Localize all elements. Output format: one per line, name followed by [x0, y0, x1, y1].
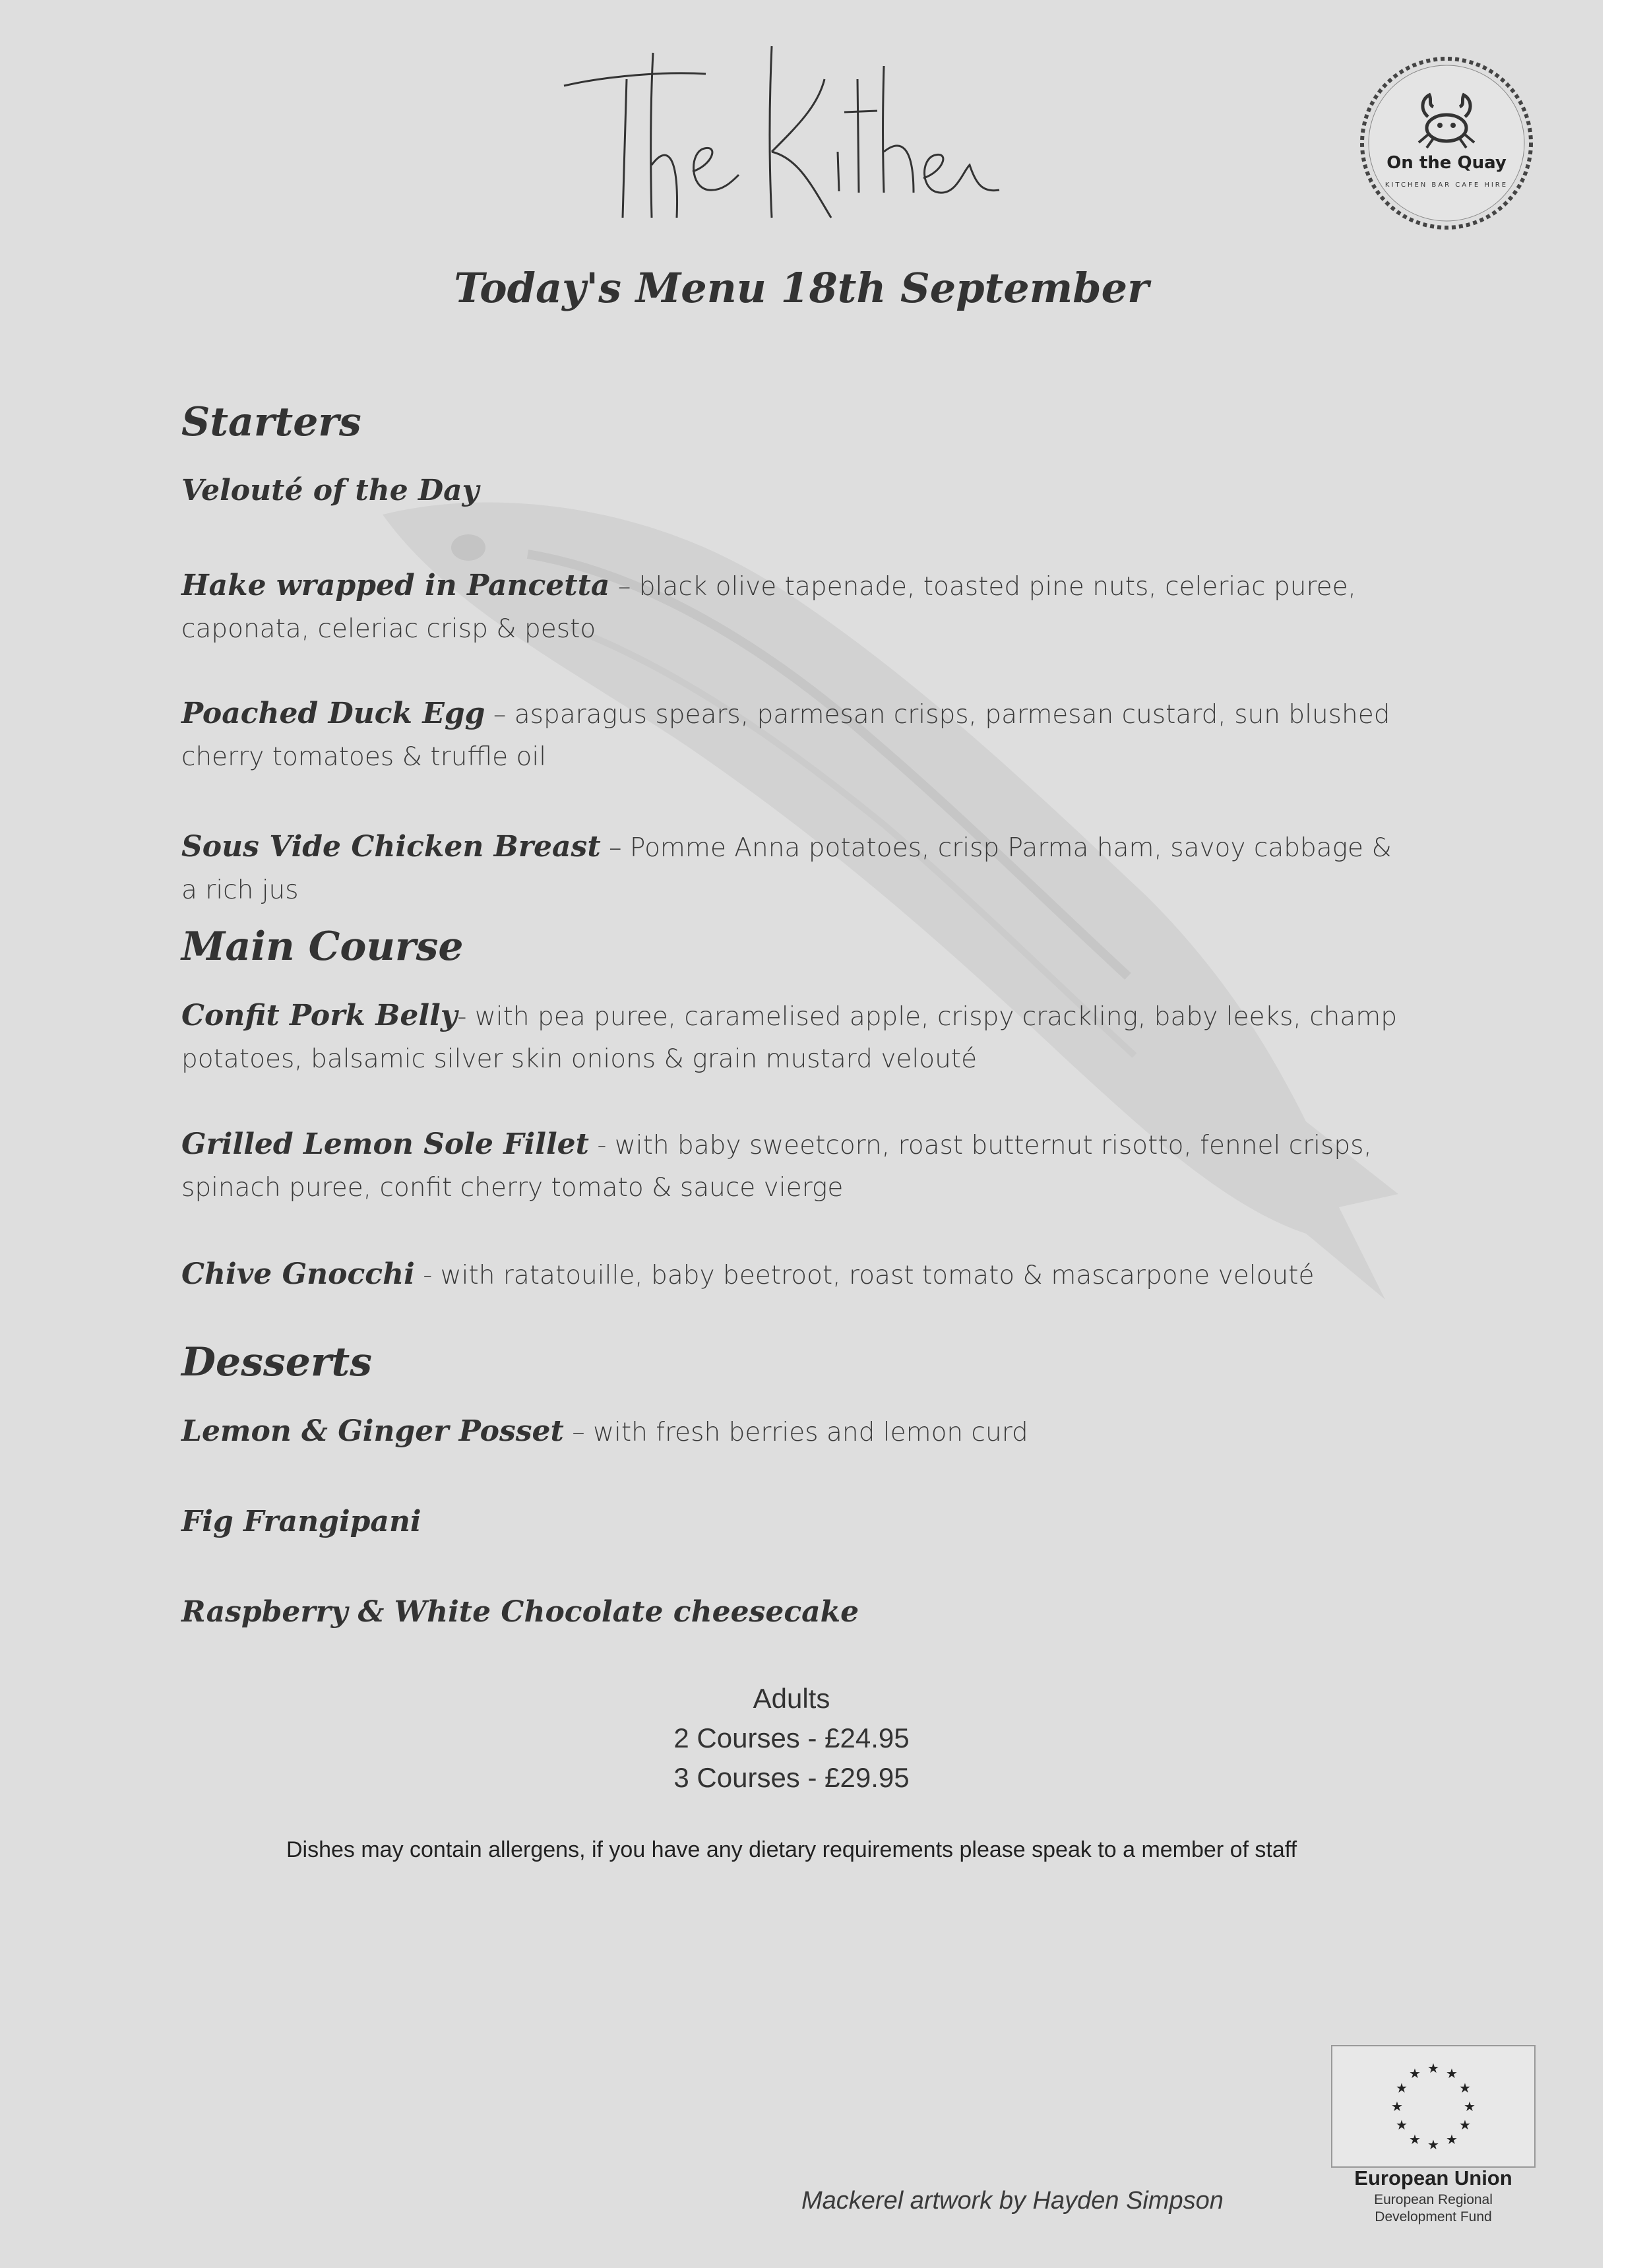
svg-text:★: ★: [1409, 2065, 1421, 2081]
svg-text:★: ★: [1459, 2117, 1471, 2133]
svg-text:★: ★: [1446, 2131, 1458, 2147]
price-three-courses: 3 Courses - £29.95: [673, 1762, 910, 1793]
svg-text:★: ★: [1396, 2117, 1408, 2133]
menu-item-description: - with pea puree, caramelised apple, crispy crackling, baby leeks, champ potatoes, balsamic silver skin onions & grain mustard velouté: [181, 1002, 1398, 1074]
menu-item-name: Lemon & Ginger Posset: [181, 1414, 564, 1448]
menu-item-description: – with fresh berries and lemon curd: [563, 1418, 1028, 1447]
menu-item-description: – black olive tapenade, toasted pine nuts, celeriac puree, caponata, celeriac crisp & pesto: [181, 572, 1357, 644]
menu-item: [181, 1410, 1402, 1454]
menu-date-heading: Today's Menu 18th September: [454, 264, 1149, 312]
artwork-credit: Mackerel artwork by Hayden Simpson: [801, 2187, 1224, 2215]
svg-text:★: ★: [1396, 2080, 1408, 2096]
menu-item-description: - with ratatouille, baby beetroot, roast tomato & mascarpone velouté: [414, 1261, 1315, 1290]
menu-item: [181, 1123, 1402, 1209]
menu-item: [181, 995, 1402, 1081]
eu-subtitle: [1318, 2191, 1549, 2226]
menu-item-description: – asparagus spears, parmesan crisps, parmesan custard, sun blushed cherry tomatoes & truffle oil: [181, 700, 1390, 772]
svg-text:★: ★: [1427, 2060, 1439, 2076]
the-kitchen-title: [554, 40, 1003, 231]
menu-item-name: Grilled Lemon Sole Fillet: [181, 1127, 589, 1161]
svg-text:★: ★: [1409, 2131, 1421, 2147]
eu-subtitle-line1: European Regional: [1374, 2192, 1493, 2207]
svg-text:★: ★: [1446, 2065, 1458, 2081]
eu-subtitle-line2: Development Fund: [1375, 2209, 1492, 2224]
menu-item-name: Hake wrapped in Pancetta: [181, 569, 610, 602]
menu-item-name: Sous Vide Chicken Breast: [181, 830, 601, 864]
main-course-heading: Main Course: [181, 924, 464, 970]
menu-item: [181, 1253, 1402, 1297]
logo-subtitle: KITCHEN BAR CAFE HIRE: [1385, 181, 1509, 189]
menu-item: [181, 565, 1402, 650]
starters-heading: Starters: [181, 399, 361, 445]
menu-item-name: Fig Frangipani: [181, 1505, 421, 1538]
allergen-note: Dishes may contain allergens, if you have any dietary requirements please speak to a member of staff: [286, 1837, 1297, 1862]
price-heading: Adults: [753, 1683, 830, 1714]
menu-item-name: Raspberry & White Chocolate cheesecake: [181, 1595, 859, 1629]
menu-item-name: Chive Gnocchi: [181, 1257, 415, 1291]
menu-item: [181, 1501, 1402, 1544]
svg-text:★: ★: [1459, 2080, 1471, 2096]
on-the-quay-logo: [1357, 54, 1536, 232]
logo-name: On the Quay: [1386, 153, 1507, 173]
menu-item-name: Poached Duck Egg: [181, 697, 485, 730]
menu-item-description: – Pomme Anna potatoes, crisp Parma ham, savoy cabbage & a rich jus: [181, 833, 1392, 905]
menu-item: [181, 470, 1402, 513]
crab-icon: [1414, 87, 1479, 150]
price-two-courses: 2 Courses - £24.95: [673, 1722, 910, 1753]
menu-item-description: - with baby sweetcorn, roast butternut risotto, fennel crisps, spinach puree, confit cherry tomato & sauce vierge: [181, 1131, 1372, 1203]
menu-item-name: Velouté of the Day: [181, 474, 480, 507]
eu-title: European Union: [1354, 2166, 1512, 2189]
menu-item: [181, 826, 1402, 912]
menu-item: [181, 693, 1402, 778]
desserts-heading: Desserts: [181, 1339, 373, 1385]
eu-stars-flag-icon: [1331, 2045, 1536, 2168]
menu-item: [181, 1591, 1402, 1635]
eu-funding-logo: [1331, 2045, 1536, 2230]
price-block: [0, 1679, 1583, 1798]
menu-item-name: Confit Pork Belly: [181, 999, 458, 1032]
svg-text:★: ★: [1464, 2098, 1476, 2114]
svg-text:★: ★: [1427, 2137, 1439, 2153]
svg-text:★: ★: [1391, 2098, 1403, 2114]
